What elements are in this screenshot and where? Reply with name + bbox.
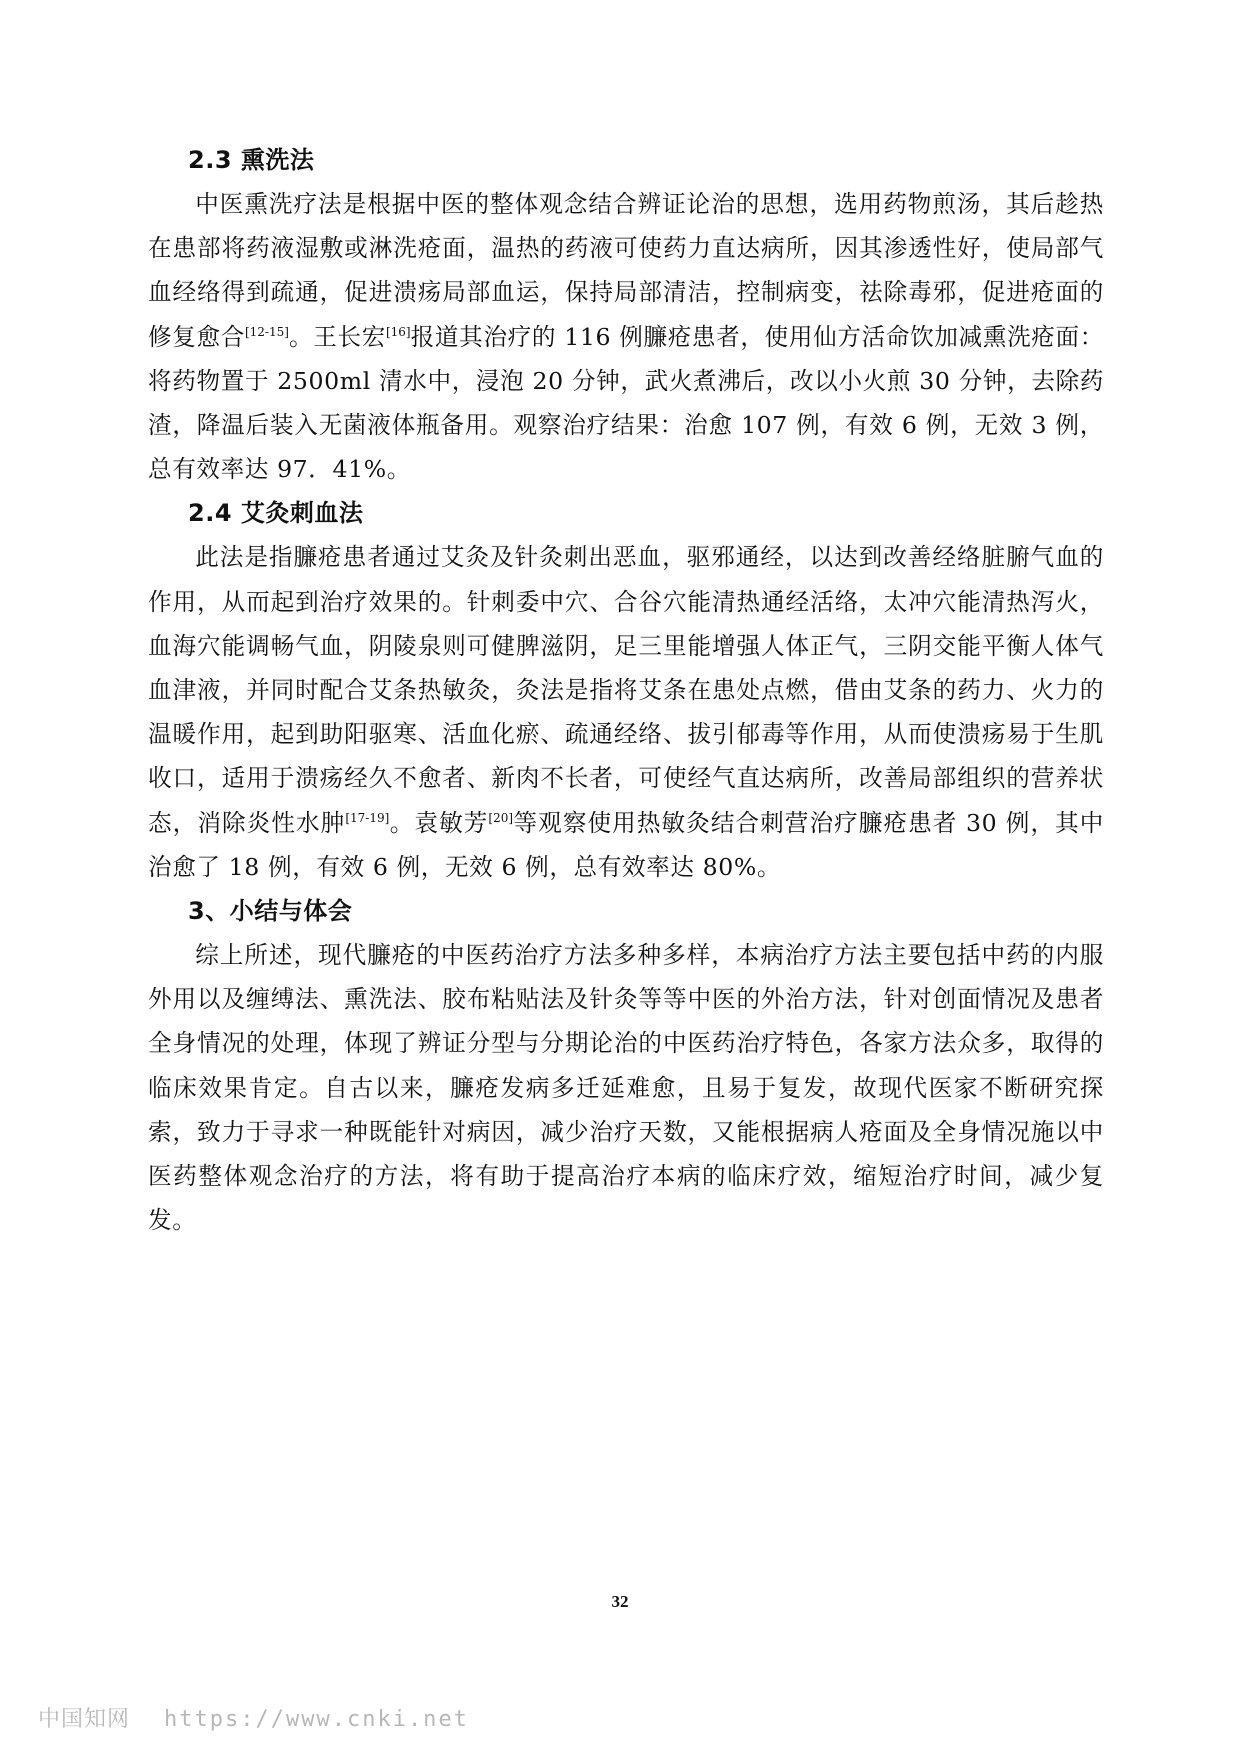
document-body (148, 138, 1104, 1242)
section-heading: 2.4 艾灸刺血法 (188, 499, 364, 528)
section-paragraph (148, 933, 1104, 1242)
section-heading: 3、小结与体会 (188, 897, 353, 926)
section-summary (148, 889, 1104, 1242)
paragraph-text: 此法是指臁疮患者通过艾灸及针灸刺出恶血，驱邪通经，以达到改善经络脏腑气血的作用，从而起到治疗效果的。针刺委中穴、合谷穴能清热通经活络，太冲穴能清热泻火，血海穴能调畅气血，阴陵泉则可健脾滋阴，足三里能增强人体正气，三阴交能平衡人体气血津液，并同时配合艾条热敏灸，灸法是指将艾条在患处点燃，借由艾条的药力、火力的温暖作用，起到助阳驱寒、活血化瘀、疏通经络、拔引郁毒等作用，从而使溃疡易于生肌收口，适用于溃疡经久不愈者、新肉不长者，可使经气直达病所，改善局部组织的营养状态，消除炎性水肿 (148, 543, 1104, 837)
citation[interactable]: [16] (385, 324, 411, 339)
paragraph-text: 综上所述，现代臁疮的中医药治疗方法多种多样，本病治疗方法主要包括中药的内服外用以及缠缚法、熏洗法、胶布粘贴法及针灸等等中医的外治方法，针对创面情况及患者全身情况的处理，体现了辨证分型与分期论治的中医药治疗特色，各家方法众多，取得的临床效果肯定。自古以来，臁疮发病多迁延难愈，且易于复发，故现代医家不断研究探索，致力于寻求一种既能针对病因，减少治疗天数，又能根据病人疮面及全身情况施以中医药整体观念治疗的方法，将有助于提高治疗本病的临床疗效，缩短治疗时间，减少复发。 (148, 941, 1104, 1235)
section-heading: 2.3 熏洗法 (188, 146, 315, 174)
paragraph-text: 等观察使用热敏灸结合刺营治疗臁疮患者 30 例，其中治愈了 18 例，有效 6 例，无效 6 例，总有效率达 80%。 (148, 808, 1104, 881)
watermark-brand: 中国知网 (38, 1707, 131, 1732)
watermark (38, 1702, 469, 1733)
section-moxibustion-bloodletting (148, 491, 1104, 889)
paragraph-text: 。袁敏芳 (389, 808, 489, 837)
citation[interactable]: [12-15] (244, 324, 289, 339)
paragraph-text: 中医熏洗疗法是根据中医的整体观念结合辨证论治的思想，选用药物煎汤，其后趁热在患部将药液湿敷或淋洗疮面，温热的药液可使药力直达病所，因其渗透性好，使局部气血经络得到疏通，促进溃疡局部血运，保持局部清洁，控制病变，祛除毒邪，促进疮面的修复愈合 (148, 190, 1104, 351)
section-paragraph (148, 535, 1104, 889)
page-number: 32 (611, 1592, 629, 1611)
paragraph-text: 报道其治疗的 116 例臁疮患者，使用仙方活命饮加减熏洗疮面：将药物置于 2500ml 清水中，浸泡 20 分钟，武火煮沸后，改以小火煎 30 分钟，去除药渣，降温后装入无菌液体瓶备用。观察治疗结果：治愈 107 例，有效 6 例，无效 3 例，总有效率达 97．41%。 (148, 322, 1104, 484)
section-paragraph (148, 182, 1104, 491)
paragraph-text: 。王长宏 (288, 322, 386, 351)
section-fumigation (148, 138, 1104, 491)
citation[interactable]: [17-19] (345, 810, 390, 825)
watermark-url: https://www.cnki.net (164, 1707, 469, 1732)
citation[interactable]: [20] (488, 810, 514, 825)
